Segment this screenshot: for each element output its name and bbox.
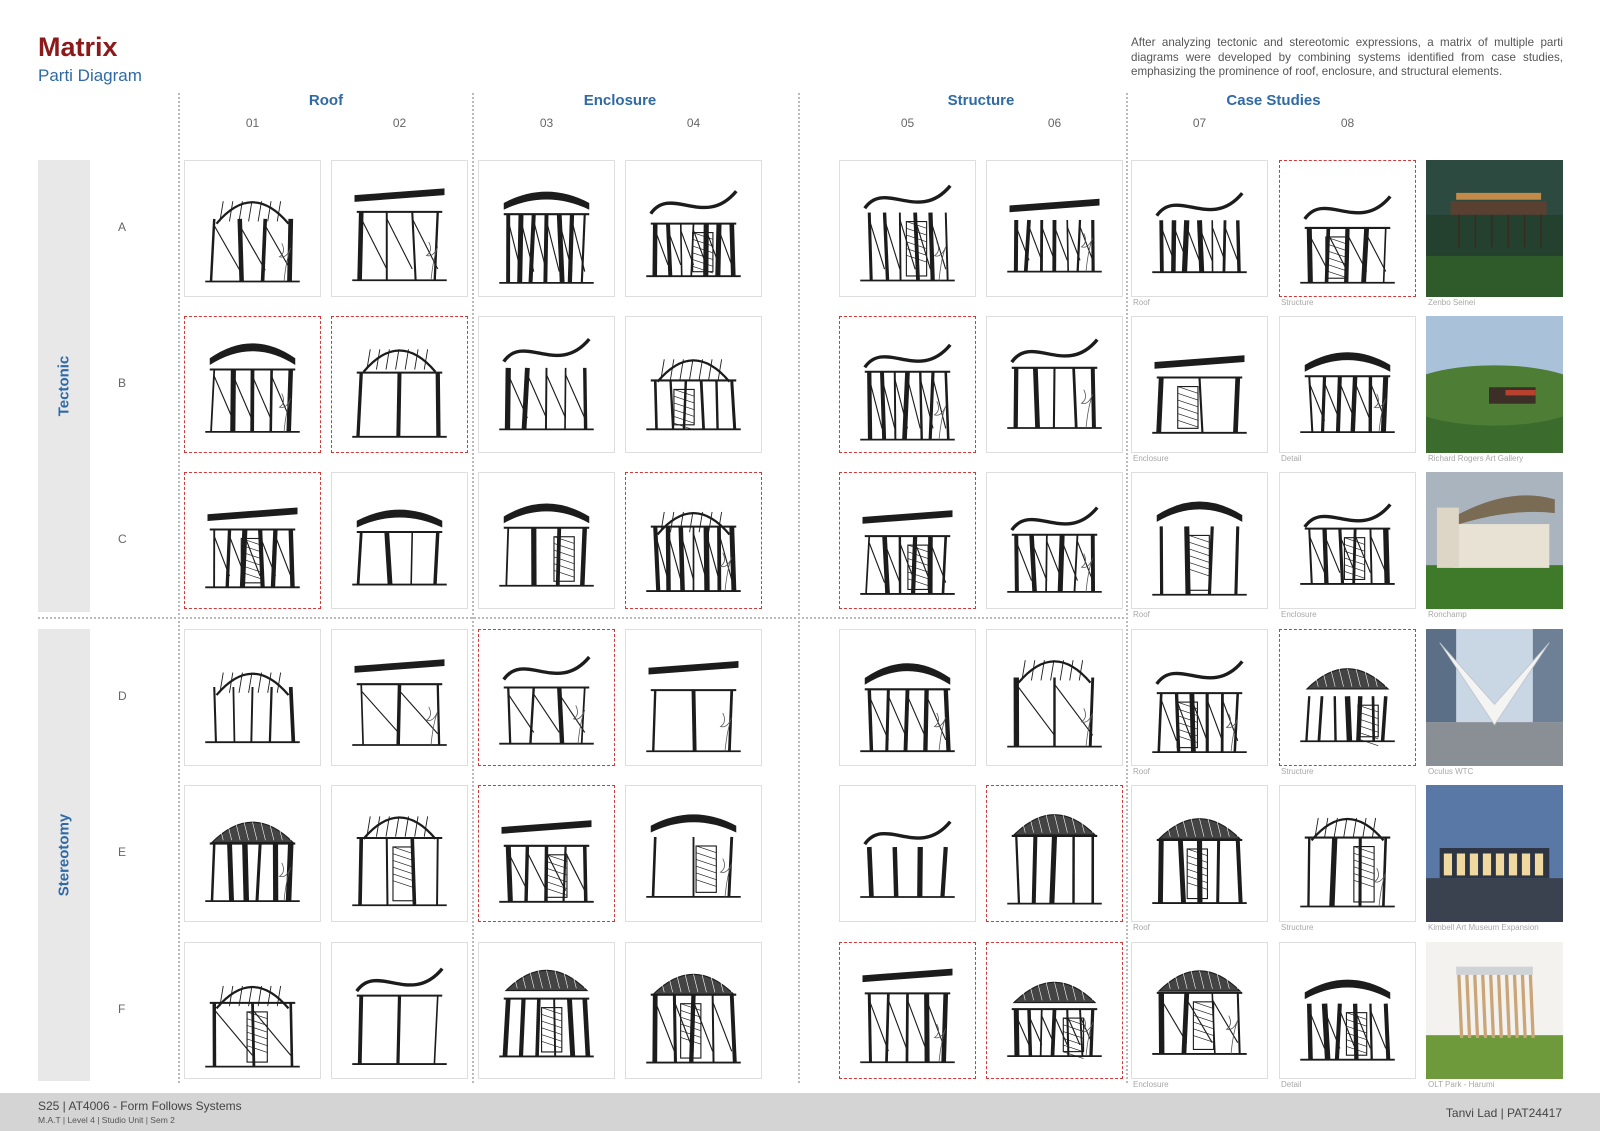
parti-cell-e2[interactable]: [331, 785, 468, 922]
parti-cell-b5[interactable]: [839, 316, 976, 453]
sketch-drawing: [479, 473, 614, 608]
parti-cell-d1[interactable]: [184, 629, 321, 766]
row-group-label: Stereotomy: [55, 813, 73, 897]
sketch-drawing: [185, 161, 320, 296]
parti-cell-b2[interactable]: [331, 316, 468, 453]
parti-cell-d7[interactable]: [1131, 629, 1268, 766]
cell-caption: Structure: [1281, 298, 1314, 307]
row-label: E: [118, 845, 127, 859]
parti-cell-c2[interactable]: [331, 472, 468, 609]
footer-author: Tanvi Lad | PAT24417: [1445, 1106, 1562, 1120]
sketch-drawing: [332, 943, 467, 1078]
column-divider: [798, 93, 800, 1083]
sketch-drawing: [987, 317, 1122, 452]
parti-cell-f7[interactable]: [1131, 942, 1268, 1079]
parti-cell-e7[interactable]: [1131, 785, 1268, 922]
column-group-roof: Roof: [308, 92, 344, 109]
parti-cell-e3[interactable]: [478, 785, 615, 922]
case-study-photo: [1426, 160, 1563, 297]
cell-caption: Roof: [1133, 610, 1150, 619]
footer-details: M.A.T | Level 4 | Studio Unit | Sem 2: [38, 1115, 175, 1125]
parti-cell-b4[interactable]: [625, 316, 762, 453]
sketch-drawing: [185, 473, 320, 608]
parti-cell-c5[interactable]: [839, 472, 976, 609]
sketch-drawing: [987, 786, 1122, 921]
case-study-caption: Ronchamp: [1428, 610, 1467, 619]
parti-cell-d4[interactable]: [625, 629, 762, 766]
sketch-drawing: [626, 161, 761, 296]
parti-cell-f1[interactable]: [184, 942, 321, 1079]
sketch-drawing: [1132, 786, 1267, 921]
parti-cell-e4[interactable]: [625, 785, 762, 922]
parti-cell-d3[interactable]: [478, 629, 615, 766]
parti-cell-e5[interactable]: [839, 785, 976, 922]
case-study-photo: [1426, 785, 1563, 922]
row-label: B: [118, 376, 127, 390]
parti-cell-a3[interactable]: [478, 160, 615, 297]
parti-cell-b1[interactable]: [184, 316, 321, 453]
parti-cell-f2[interactable]: [331, 942, 468, 1079]
row-group-divider: [38, 617, 1128, 619]
column-group-enclosure: Enclosure: [583, 92, 657, 109]
sketch-drawing: [1280, 786, 1415, 921]
parti-cell-d6[interactable]: [986, 629, 1123, 766]
sketch-drawing: [479, 943, 614, 1078]
parti-cell-a5[interactable]: [839, 160, 976, 297]
case-study-caption: Oculus WTC: [1428, 767, 1474, 776]
parti-cell-c1[interactable]: [184, 472, 321, 609]
parti-cell-c6[interactable]: [986, 472, 1123, 609]
sketch-drawing: [840, 317, 975, 452]
column-number: 05: [900, 116, 915, 130]
page-title: Matrix: [38, 32, 118, 62]
column-number: 04: [686, 116, 701, 130]
sketch-drawing: [626, 943, 761, 1078]
sketch-drawing: [1132, 630, 1267, 765]
row-group-stereotomy: [38, 629, 90, 1081]
case-study-photo-a[interactable]: [1426, 160, 1563, 297]
parti-cell-e8[interactable]: [1279, 785, 1416, 922]
sketch-drawing: [626, 473, 761, 608]
sketch-drawing: [332, 630, 467, 765]
case-study-photo-c[interactable]: [1426, 472, 1563, 609]
case-study-photo-b[interactable]: [1426, 316, 1563, 453]
sketch-drawing: [332, 786, 467, 921]
case-study-photo-d[interactable]: [1426, 629, 1563, 766]
parti-cell-d2[interactable]: [331, 629, 468, 766]
sketch-drawing: [987, 630, 1122, 765]
case-study-caption: OLT Park - Harumi: [1428, 1080, 1495, 1089]
parti-cell-a1[interactable]: [184, 160, 321, 297]
sketch-drawing: [479, 630, 614, 765]
parti-cell-c3[interactable]: [478, 472, 615, 609]
sketch-drawing: [1280, 943, 1415, 1078]
case-study-photo: [1426, 629, 1563, 766]
sketch-drawing: [332, 473, 467, 608]
sketch-drawing: [626, 786, 761, 921]
sketch-drawing: [1280, 473, 1415, 608]
sketch-drawing: [1132, 473, 1267, 608]
parti-cell-d8[interactable]: [1279, 629, 1416, 766]
column-number: 06: [1047, 116, 1062, 130]
case-study-caption: Kimbell Art Museum Expansion: [1428, 923, 1539, 932]
case-study-photo-f[interactable]: [1426, 942, 1563, 1079]
parti-cell-a8[interactable]: [1279, 160, 1416, 297]
parti-cell-a4[interactable]: [625, 160, 762, 297]
row-label: D: [118, 689, 127, 703]
case-study-photo: [1426, 942, 1563, 1079]
column-number: 08: [1340, 116, 1355, 130]
sketch-drawing: [479, 786, 614, 921]
parti-cell-a6[interactable]: [986, 160, 1123, 297]
sketch-drawing: [185, 943, 320, 1078]
sketch-drawing: [479, 317, 614, 452]
sketch-drawing: [185, 630, 320, 765]
parti-cell-a2[interactable]: [331, 160, 468, 297]
case-study-photo-e[interactable]: [1426, 785, 1563, 922]
cell-caption: Detail: [1281, 1080, 1302, 1089]
sketch-drawing: [987, 161, 1122, 296]
case-study-caption: Richard Rogers Art Gallery: [1428, 454, 1524, 463]
cell-caption: Structure: [1281, 767, 1314, 776]
column-number: 07: [1192, 116, 1207, 130]
cell-caption: Structure: [1281, 923, 1314, 932]
sketch-drawing: [185, 317, 320, 452]
column-divider: [472, 93, 474, 1083]
parti-cell-e6[interactable]: [986, 785, 1123, 922]
footer-course: S25 | AT4006 - Form Follows Systems: [38, 1099, 242, 1113]
cell-caption: Roof: [1133, 767, 1150, 776]
column-number: 03: [539, 116, 554, 130]
sketch-drawing: [626, 317, 761, 452]
cell-caption: Enclosure: [1133, 1080, 1169, 1089]
sketch-drawing: [479, 161, 614, 296]
sketch-drawing: [185, 786, 320, 921]
column-group-case-studies: Case Studies: [1226, 92, 1321, 109]
row-group-tectonic: [38, 160, 90, 612]
cell-caption: Roof: [1133, 298, 1150, 307]
sketch-drawing: [1280, 161, 1415, 296]
page-subtitle: Parti Diagram: [38, 66, 142, 85]
footer-bar: [0, 1093, 1600, 1131]
column-group-structure: Structure: [947, 92, 1015, 109]
intro-paragraph: After analyzing tectonic and stereotomic expressions, a matrix of multiple parti diagrams were developed by combining systems identified from case studies, emphasizing the prominence of roof, enclosure, and structural elements.: [1131, 36, 1563, 78]
sketch-drawing: [626, 630, 761, 765]
parti-cell-d5[interactable]: [839, 629, 976, 766]
column-number: 01: [245, 116, 260, 130]
sketch-drawing: [840, 473, 975, 608]
parti-cell-b8[interactable]: [1279, 316, 1416, 453]
sketch-drawing: [1280, 630, 1415, 765]
parti-cell-f4[interactable]: [625, 942, 762, 1079]
cell-caption: Enclosure: [1133, 454, 1169, 463]
cell-caption: Enclosure: [1281, 610, 1317, 619]
sketch-drawing: [840, 161, 975, 296]
case-study-photo: [1426, 472, 1563, 609]
parti-cell-c7[interactable]: [1131, 472, 1268, 609]
cell-caption: Detail: [1281, 454, 1302, 463]
parti-cell-a7[interactable]: [1131, 160, 1268, 297]
sketch-drawing: [1132, 161, 1267, 296]
sketch-drawing: [332, 317, 467, 452]
parti-cell-f3[interactable]: [478, 942, 615, 1079]
parti-cell-b7[interactable]: [1131, 316, 1268, 453]
parti-cell-c8[interactable]: [1279, 472, 1416, 609]
column-number: 02: [392, 116, 407, 130]
parti-cell-b3[interactable]: [478, 316, 615, 453]
row-label: C: [118, 532, 127, 546]
parti-cell-f6[interactable]: [986, 942, 1123, 1079]
row-label: F: [118, 1002, 126, 1016]
sketch-drawing: [1132, 943, 1267, 1078]
sketch-drawing: [987, 473, 1122, 608]
parti-cell-e1[interactable]: [184, 785, 321, 922]
cell-caption: Roof: [1133, 923, 1150, 932]
sketch-drawing: [840, 943, 975, 1078]
parti-cell-f5[interactable]: [839, 942, 976, 1079]
sketch-drawing: [1280, 317, 1415, 452]
sketch-drawing: [1132, 317, 1267, 452]
parti-cell-f8[interactable]: [1279, 942, 1416, 1079]
sketch-drawing: [840, 786, 975, 921]
row-label: A: [118, 220, 127, 234]
parti-cell-c4[interactable]: [625, 472, 762, 609]
case-study-photo: [1426, 316, 1563, 453]
parti-cell-b6[interactable]: [986, 316, 1123, 453]
sketch-drawing: [332, 161, 467, 296]
column-divider: [1126, 93, 1128, 1083]
sketch-drawing: [840, 630, 975, 765]
case-study-caption: Zenbo Seinei: [1428, 298, 1476, 307]
row-group-label: Tectonic: [55, 355, 73, 417]
column-divider: [178, 93, 180, 1083]
sketch-drawing: [987, 943, 1122, 1078]
